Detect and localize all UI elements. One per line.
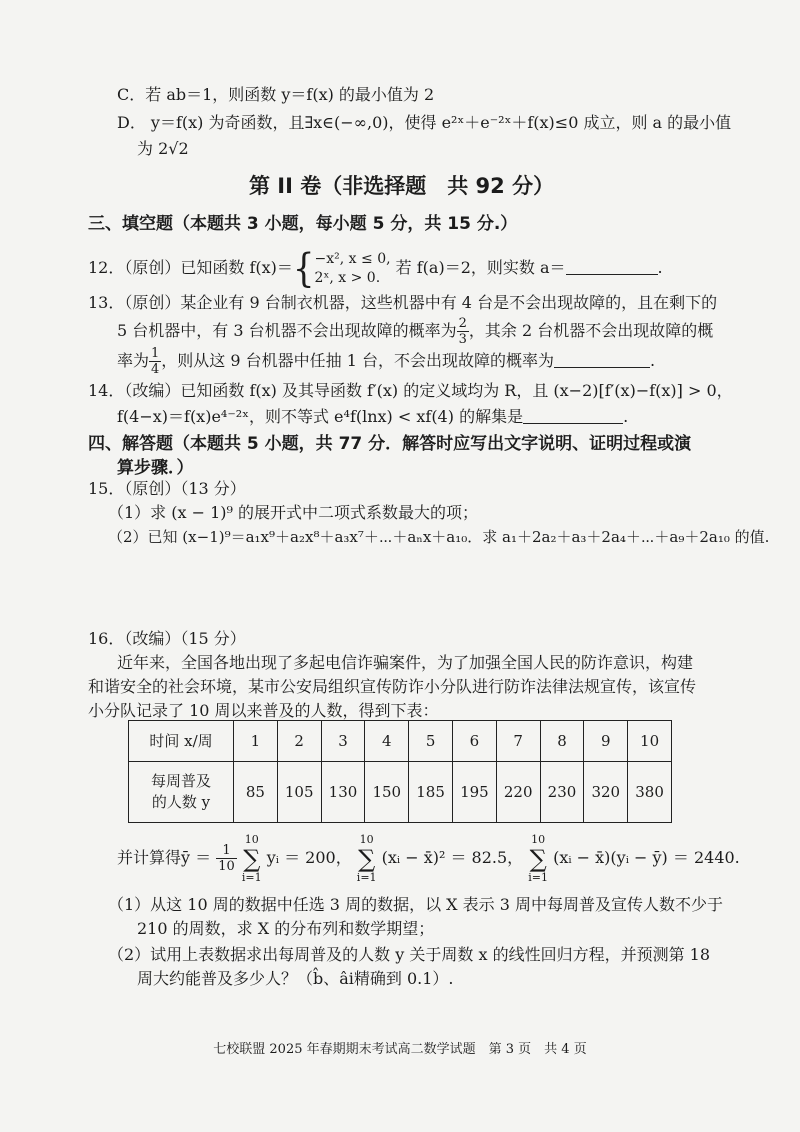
- page-footer: 七校联盟 2025 年春期期末考试高二数学试题 第 3 页 共 4 页: [213, 1042, 587, 1057]
- q12-suffix: 若 f(a)＝2，则实数 a＝: [395, 258, 566, 277]
- q16-part2-line2: 周大约能普及多少人？（b̂、âi精确到 0.1）.: [137, 969, 454, 988]
- table-cell: 1: [234, 721, 278, 762]
- table-cell: 230: [540, 762, 584, 823]
- q16-paragraph-line3: 小分队记录了 10 周以来普及的人数，得到下表：: [88, 701, 439, 720]
- q15-title: 15．（原创）（13 分）: [88, 479, 246, 498]
- q16-paragraph-line2: 和谐安全的社会环境，某市公安局组织宣传防诈小分队进行防诈法律法规宣传，该宣传: [88, 677, 697, 696]
- q14-end: .: [623, 407, 629, 426]
- frac-num: 1: [151, 346, 160, 361]
- option-c: C．若 ab＝1，则函数 y＝f(x) 的最小值为 2: [117, 85, 435, 104]
- table-cell: 130: [321, 762, 365, 823]
- q14-line2-text: f(4−x)＝f(x)e⁴⁻²ˣ，则不等式 e⁴f(lnx) < xf(4) 的解集是: [117, 407, 524, 426]
- table-cell: 4: [365, 721, 409, 762]
- brace-glyph: {: [292, 245, 315, 292]
- table-cell: 2: [277, 721, 321, 762]
- q12-end: .: [657, 258, 663, 277]
- sum-symbol: [357, 833, 377, 885]
- section3-heading: 三、填空题（本题共 3 小题，每小题 5 分，共 15 分.）: [88, 214, 518, 234]
- q14-line1: 14．（改编）已知函数 f(x) 及其导函数 f′(x) 的定义域均为 R，且 (x−2)[f′(x)−f(x)] > 0，: [88, 381, 733, 400]
- q13-end: .: [650, 351, 656, 370]
- q12-case1: −x², x ≤ 0,: [314, 250, 391, 267]
- table-header-week: 时间 x/周: [129, 721, 234, 762]
- sum-symbol: [528, 833, 548, 885]
- q13-answer-blank: [554, 351, 650, 368]
- section4-heading-line2: 算步骤．）: [117, 458, 194, 478]
- table-cell: 9: [584, 721, 628, 762]
- frac-num: 2: [458, 316, 467, 331]
- table-row-weeks: [129, 721, 672, 762]
- sum-top: 10: [531, 832, 546, 846]
- q13-line2a: 5 台机器中，有 3 台机器不会出现故障的概率为: [117, 321, 457, 340]
- q13-line2: [117, 316, 713, 347]
- table-cell: 10: [628, 721, 672, 762]
- sigma-glyph: ∑: [243, 844, 261, 873]
- q15-part2: （2）已知 (x−1)⁹＝a₁x⁹＋a₂x⁸＋a₃x⁷＋⋯＋aₙx＋a₁₀．求 a₁＋2a₂＋a₃＋2a₄＋⋯＋a₉＋2a₁₀ 的值.: [108, 528, 770, 546]
- table-cell: 6: [452, 721, 496, 762]
- table-cell: 7: [496, 721, 540, 762]
- sum-term1: yᵢ ＝ 200，: [266, 848, 352, 867]
- question-12: [88, 245, 663, 292]
- q16-title: 16．（改编）（15 分）: [88, 629, 246, 648]
- q12-case2: 2ˣ, x > 0.: [314, 269, 381, 286]
- header-line2: 的人数 y: [151, 793, 211, 811]
- calc-prefix: 并计算得: [117, 848, 182, 867]
- q12-prefix: 12．（原创）已知函数 f(x)＝: [88, 258, 293, 277]
- fraction-1-4: [149, 346, 161, 377]
- sum-bottom: i=1: [241, 870, 262, 884]
- q16-part1-line2: 210 的周数，求 X 的分布列和数学期望；: [137, 919, 435, 938]
- sum-bottom: i=1: [356, 870, 377, 884]
- frac-den: 10: [218, 859, 235, 874]
- ybar-label: ȳ ＝: [181, 848, 212, 867]
- q12-answer-blank: [566, 258, 658, 275]
- option-d-line2: 为 2√2: [137, 139, 189, 158]
- table-cell: 3: [321, 721, 365, 762]
- sum-top: 10: [244, 832, 259, 846]
- computed-sums: [117, 832, 740, 885]
- sigma-glyph: ∑: [529, 844, 547, 873]
- sum-top: 10: [359, 832, 374, 846]
- q13-line1: 13．（原创）某企业有 9 台制衣机器，这些机器中有 4 台是不会出现故障的，且在剩下的: [88, 293, 718, 312]
- table-cell: 220: [496, 762, 540, 823]
- q13-line3: [117, 346, 655, 377]
- q13-line2b: ，其余 2 台机器不会出现故障的概: [468, 321, 714, 340]
- part-title: 第 II 卷（非选择题 共 92 分）: [249, 174, 555, 198]
- frac-den: 4: [151, 362, 160, 377]
- q14-answer-blank: [523, 407, 623, 424]
- table-cell: 320: [584, 762, 628, 823]
- q16-paragraph-line1: 近年来，全国各地出现了多起电信诈骗案件，为了加强全国人民的防诈意识，构建: [117, 653, 694, 672]
- header-line1: 每周普及: [150, 772, 211, 790]
- q16-part2-line1: （2）试用上表数据求出每周普及的人数 y 关于周数 x 的线性回归方程，并预测第 18: [108, 945, 711, 964]
- sum-term2: (xᵢ − x̄)² ＝ 82.5，: [381, 848, 524, 867]
- table-cell: 8: [540, 721, 584, 762]
- table-cell: 185: [409, 762, 453, 823]
- section4-heading-line1: 四、解答题（本题共 5 小题，共 77 分．解答时应写出文字说明、证明过程或演: [88, 434, 692, 454]
- table-cell: 105: [277, 762, 321, 823]
- q13-line3a: 率为: [117, 351, 150, 370]
- sigma-glyph: ∑: [358, 844, 376, 873]
- table-cell: 85: [234, 762, 278, 823]
- weekly-data-table: [128, 720, 672, 823]
- sum-symbol: [242, 833, 262, 885]
- sum-bottom: i=1: [528, 870, 548, 884]
- table-cell: 150: [365, 762, 409, 823]
- table-header-count: [129, 762, 234, 823]
- option-d-line1: D． y＝f(x) 为奇函数，且∃x∈(−∞,0)，使得 e²ˣ＋e⁻²ˣ＋f(x)≤0 成立，则 a 的最小值: [117, 113, 732, 132]
- table-cell: 195: [452, 762, 496, 823]
- sum-term3: (xᵢ − x̄)(yᵢ − ȳ) ＝ 2440.: [553, 848, 740, 867]
- q14-line2: [117, 404, 628, 430]
- q13-line3b: ，则从这 9 台机器中任抽 1 台，不会出现故障的概率为: [161, 351, 555, 370]
- q16-part1-line1: （1）从这 10 周的数据中任选 3 周的数据，以 X 表示 3 周中每周普及宣传人数不少于: [108, 895, 723, 914]
- table-cell: 380: [628, 762, 672, 823]
- fraction-1-10: [216, 843, 237, 874]
- table-cell: 5: [409, 721, 453, 762]
- q15-part1: （1）求 (x − 1)⁹ 的展开式中二项式系数最大的项；: [108, 503, 479, 522]
- fraction-2-3: [457, 316, 469, 347]
- frac-num: 1: [216, 843, 237, 859]
- frac-den: 3: [458, 332, 467, 347]
- q12-piecewise: [315, 250, 391, 288]
- table-row-counts: [129, 762, 672, 823]
